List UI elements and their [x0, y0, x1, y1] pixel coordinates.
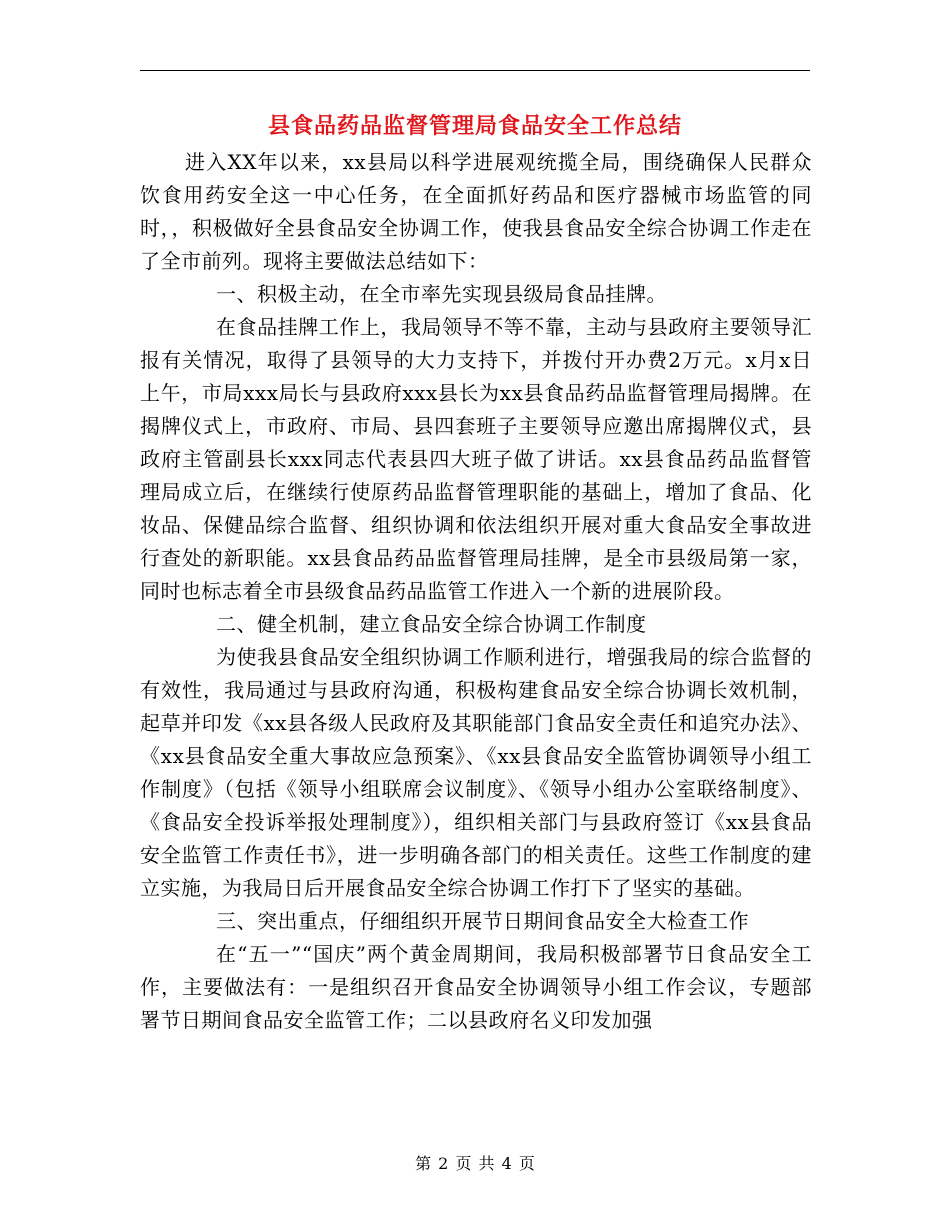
paragraph-section-2: 为使我县食品安全组织协调工作顺利进行，增强我局的综合监督的有效性，我局通过与县政府沟通，积极构建食品安全综合协调长效机制，起草并印发《xx县各级人民政府及其职能部门食品安全责任和追究办法》、《xx县食品安全重大事故应急预案》、《xx县食品安全监管协调领导小组工作制度》（包括《领导小组联席会议制度》、《领导小组办公室联络制度》、《食品安全投诉举报处理制度》），组织相关部门与县政府签订《xx县食品安全监管工作责任书》，进一步明确各部门的相关责任。这些工作制度的建立实施，为我局日后开展食品安全综合协调工作打下了坚实的基础。: [140, 645, 812, 900]
paragraph-intro: 进入XX年以来，xx县局以科学进展观统揽全局，围绕确保人民群众饮食用药安全这一中心任务，在全面抓好药品和医疗器械市场监管的同时，，积极做好全县食品安全协调工作，使我县食品安全综合协调工作走在了全市前列。现将主要做法总结如下：: [140, 150, 812, 273]
section-heading-2: 二、健全机制，建立食品安全综合协调工作制度: [216, 612, 647, 636]
paragraph-section-1: 在食品挂牌工作上，我局领导不等不靠，主动与县政府主要领导汇报有关情况，取得了县领导的大力支持下，并拨付开办费2万元。x月x日上午，市局xxx局长与县政府xxx县长为xx县食品药品监督管理局揭牌。在揭牌仪式上，市政府、市局、县四套班子主要领导应邀出席揭牌仪式，县政府主管副县长xxx同志代表县四大班子做了讲话。xx县食品药品监督管理局成立后，在继续行使原药品监督管理职能的基础上，增加了食品、化妆品、保健品综合监督、组织协调和依法组织开展对重大食品安全事故进行查处的新职能。xx县食品药品监督管理局挂牌，是全市县级局第一家，同时也标志着全市县级食品药品监管工作进入一个新的进展阶段。: [140, 315, 812, 603]
section-heading-1: 一、积极主动，在全市率先实现县级局食品挂牌。: [216, 282, 667, 306]
page-number: 第 2 页 共 4 页: [415, 1154, 535, 1173]
paragraph-section-3: 在“五一”“国庆”两个黄金周期间，我局积极部署节日食品安全工作，主要做法有：一是组织召开食品安全协调领导小组工作会议，专题部署节日期间食品安全监管工作；二以县政府名义印发加强: [140, 942, 812, 1032]
header-rule: [140, 70, 810, 71]
document-title: 县食品药品监督管理局食品安全工作总结: [267, 113, 682, 139]
section-heading-3: 三、突出重点，仔细组织开展节日期间食品安全大检查工作: [216, 909, 749, 933]
document-body: [140, 146, 812, 1037]
